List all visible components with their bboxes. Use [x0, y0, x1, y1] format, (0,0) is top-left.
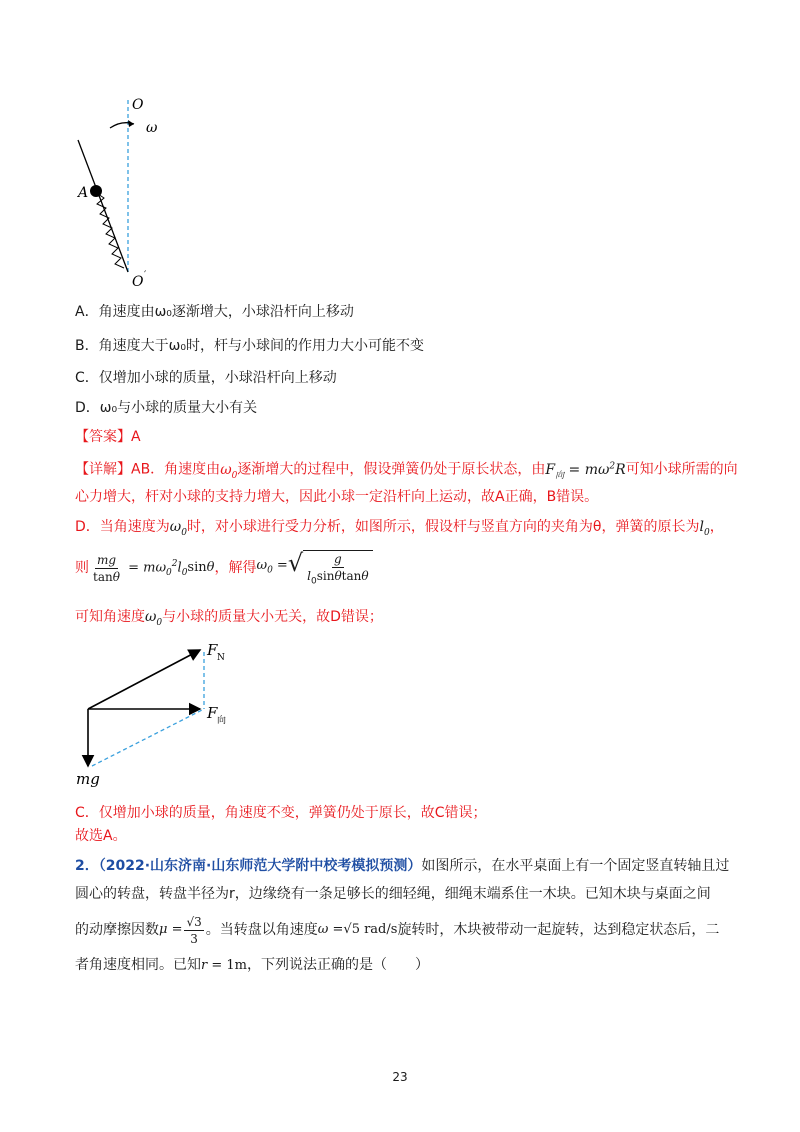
- l0-math: $l_0$: [699, 519, 710, 538]
- explain-d-text1: D．当角速度为: [75, 519, 170, 535]
- force-diagram: [70, 638, 240, 788]
- sqrt-expression: √ $\frac{g}{l_0\sin\theta\tan\theta}$: [288, 546, 373, 589]
- q2-line3-a: 的动摩擦因数: [75, 922, 159, 938]
- rod-line: [78, 140, 128, 272]
- option-d: D．ω₀与小球的质量大小有关: [75, 400, 258, 416]
- q2-source: （2022·山东济南·山东师范大学附中校考模拟预测）: [98, 858, 422, 874]
- label-mg: mg: [76, 770, 100, 788]
- answer-line: 【答案】A: [75, 429, 141, 445]
- option-b: B．角速度大于ω₀时，杆与小球间的作用力大小可能不变: [75, 338, 424, 354]
- ball-a: [90, 185, 102, 197]
- q2-line2: 圆心的转盘，转盘半径为r，边缘绕有一条足够长的细轻绳，细绳末端系住一木块。已知木块与桌面之间: [75, 886, 711, 902]
- explain-c-line: C．仅增加小球的质量，角速度不变，弹簧仍处于原长，故C错误；: [75, 805, 487, 821]
- explain-final: 故选A。: [75, 828, 127, 844]
- explain-tag: 【详解】: [75, 461, 131, 478]
- q2-line3-c: 旋转时，木块被带动一起旋转，达到稳定状态后，二: [397, 922, 720, 938]
- mu-fraction: $\frac{√3}{3}$: [186, 914, 202, 946]
- label-fn-sub: N: [217, 653, 225, 663]
- label-prime-mark: ′: [144, 270, 147, 281]
- omega0-math: $\omega_0$: [220, 461, 238, 481]
- eq-prefix: 则: [75, 560, 89, 576]
- explain-ab-text3: 可知小球所需的向: [625, 461, 738, 478]
- equation-line: [75, 548, 373, 588]
- explain-ab-text2: 逐渐增大的过程中，假设弹簧仍处于原长状态，由: [237, 461, 546, 478]
- q2-line1: [75, 856, 729, 876]
- explain-d-conc2: 与小球的质量大小无关，故D错误；: [162, 609, 383, 625]
- fraction-mg-tan: $\frac{mg}{\tan\theta}$: [93, 552, 120, 584]
- rod-spring-figure: [60, 90, 180, 290]
- label-o-prime: O: [132, 274, 144, 290]
- explain-ab-line2: 心力增大，杆对小球的支持力增大，因此小球一定沿杆向上运动，故A正确，B错误。: [75, 489, 599, 505]
- q2-line4: 者角速度相同。已知r = 1m，下列说法正确的是（ ）: [75, 957, 429, 973]
- label-fx: F: [207, 704, 218, 722]
- page-number: 23: [392, 1070, 408, 1084]
- explain-d-text3: ，: [709, 519, 724, 535]
- option-c: C．仅增加小球的质量，小球沿杆向上移动: [75, 370, 337, 386]
- explain-ab-line1: [75, 456, 738, 485]
- equation-left: $\frac{mg}{\tan\theta}$ = $m\omega_0^2l_0$ sin θ: [93, 552, 215, 584]
- equation-solution: $\omega_0$ = √ $\frac{g}{l_0\sin\theta\tan\theta}$: [256, 546, 372, 589]
- explain-d-text2: 时，对小球进行受力分析，如图所示，假设杆与竖直方向的夹角为θ，弹簧的原长为: [186, 519, 700, 535]
- dashed-diagonal-line: [92, 709, 204, 766]
- label-o: O: [132, 97, 144, 113]
- omega0-math: $\omega_0$: [169, 519, 187, 538]
- q2-line4-b: ，下列说法正确的是（ ）: [246, 957, 429, 973]
- explain-d-conclusion: [75, 607, 383, 633]
- rotation-arrow-head: [128, 120, 134, 127]
- centripetal-formula: $F_向 = m\omega^2R$: [545, 461, 626, 481]
- label-fx-sub: 向: [217, 716, 227, 726]
- q2-number: 2．: [75, 858, 99, 874]
- q2-line1-text: 如图所示，在水平桌面上有一个固定竖直转轴且过: [421, 858, 730, 874]
- spring-zigzag: [97, 194, 124, 268]
- label-fn: F: [207, 641, 218, 659]
- explain-ab-text1: AB．角速度由: [131, 461, 221, 478]
- q2-line4-a: 者角速度相同。已知: [75, 957, 201, 973]
- explain-d-conc1: 可知角速度: [75, 609, 145, 625]
- omega0-math: $\omega_0$: [145, 609, 163, 628]
- option-a: A．角速度由ω₀逐渐增大，小球沿杆向上移动: [75, 304, 354, 320]
- normal-force-arrow: [88, 650, 200, 709]
- q2-line3: 的动摩擦因数 μ = $\frac{√3}{3}$ 。当转盘以角速度 ω = √5 rad/s 旋转时，木块被带动一起旋转，达到稳定状态后，二: [75, 914, 720, 946]
- label-a: A: [78, 185, 89, 201]
- q2-line3-b: 。当转盘以角速度: [205, 922, 318, 938]
- explain-d-line1: [75, 517, 724, 543]
- eq-mid: ，解得: [214, 560, 257, 576]
- label-omega: ω: [146, 120, 158, 136]
